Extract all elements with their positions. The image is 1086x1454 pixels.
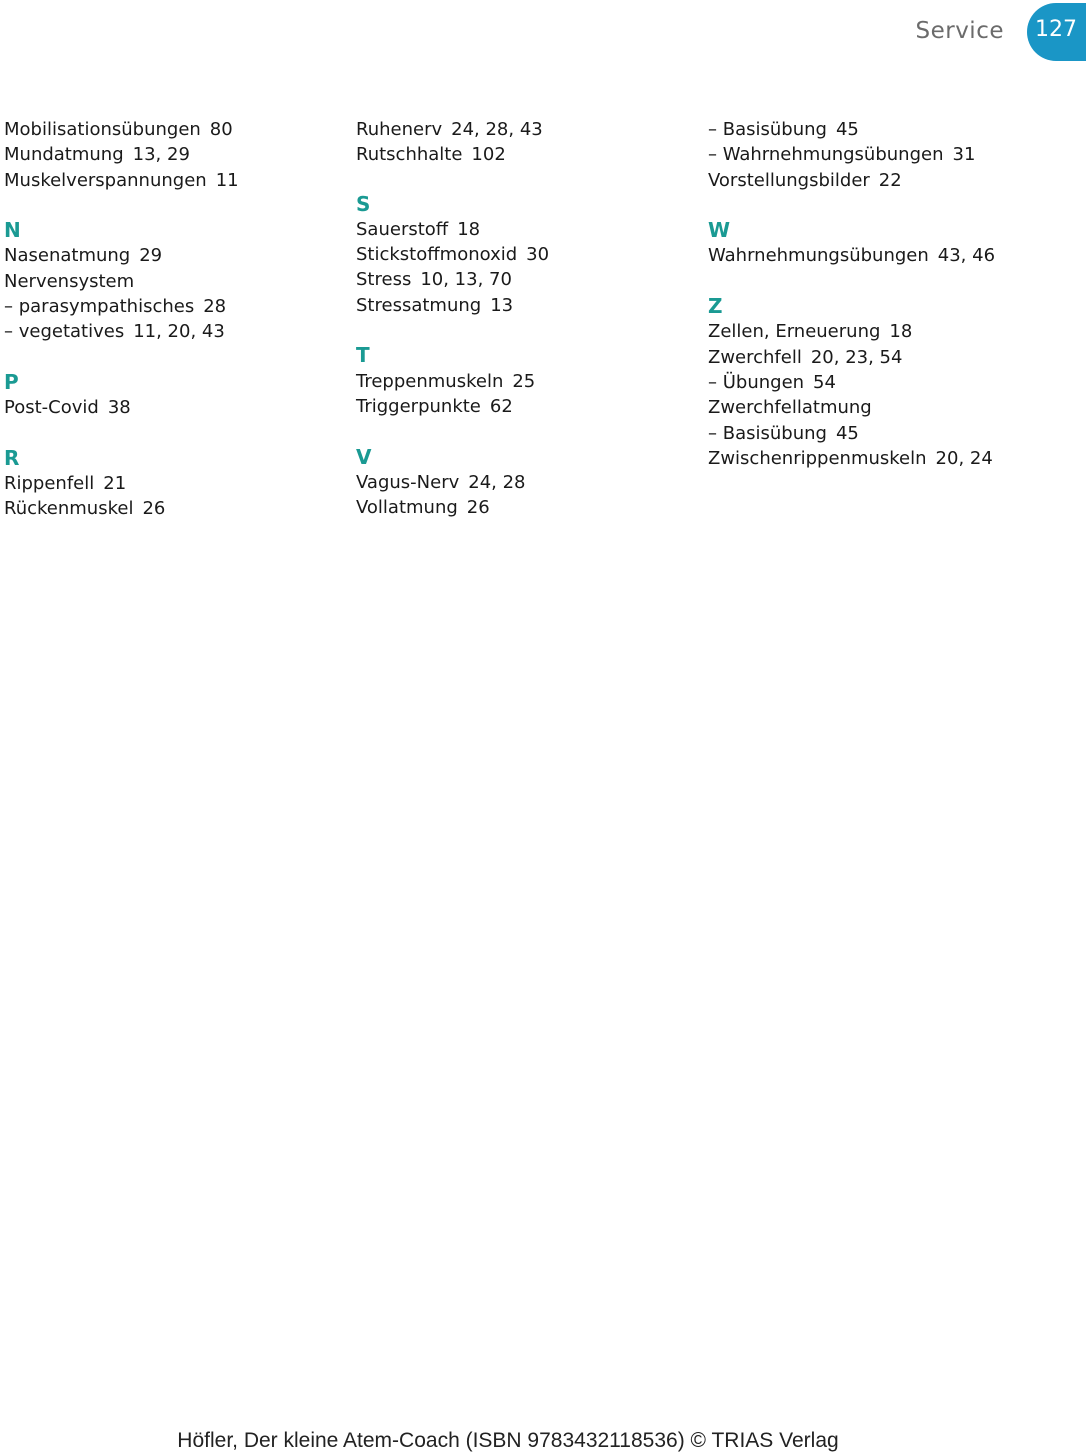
index-letter-heading: Z — [708, 294, 723, 319]
index-pages: 28 — [203, 296, 227, 318]
index-letter-heading: W — [708, 218, 731, 243]
index-term: – vegetatives — [4, 321, 125, 343]
index-pages: 20, 24 — [935, 447, 993, 469]
index-term: Sauerstoff — [356, 218, 449, 240]
index-entry — [4, 294, 344, 319]
index-entry — [4, 319, 344, 344]
index-entry — [708, 395, 1048, 420]
index-pages: 24, 28, 43 — [451, 119, 543, 140]
index-entry — [4, 496, 344, 521]
index-entry — [708, 319, 1048, 344]
index-pages: 62 — [489, 395, 513, 417]
index-pages: 102 — [471, 144, 506, 166]
index-entry — [708, 168, 1048, 193]
index-pages: 30 — [526, 244, 550, 266]
index-pages: 43, 46 — [937, 245, 996, 267]
index-term: Zwischenrippenmuskeln — [708, 447, 927, 469]
index-term: – Übungen — [708, 371, 805, 393]
index-pages: 11, 20, 43 — [133, 321, 225, 343]
index-pages: 26 — [142, 498, 166, 520]
index-entry — [356, 394, 696, 419]
page-number-badge — [1027, 3, 1086, 61]
index-letter-heading: S — [356, 191, 371, 216]
index-term: Stickstoffmonoxid — [356, 244, 518, 266]
index-pages: 26 — [466, 497, 490, 519]
index-pages: 29 — [139, 245, 163, 267]
index-entry — [4, 117, 344, 142]
index-term: Treppenmuskeln — [356, 370, 504, 392]
index-entry — [708, 243, 1048, 268]
index-entry — [708, 446, 1048, 471]
index-term: Wahrnehmungsübungen — [708, 245, 929, 267]
index-entry — [4, 142, 344, 167]
index-letter-heading: N — [4, 218, 21, 243]
index-letter-heading: T — [356, 343, 370, 368]
index-pages: 20, 23, 54 — [810, 346, 903, 368]
index-entry — [4, 395, 344, 420]
index-letter-heading: P — [4, 369, 19, 394]
index-term: Stress — [356, 269, 412, 291]
index-term: Vollatmung — [356, 497, 458, 519]
index-term: Muskelverspannungen — [4, 169, 207, 191]
index-pages: 25 — [512, 370, 536, 392]
index-entry — [356, 142, 696, 167]
index-term: Nervensystem — [4, 270, 135, 292]
index-pages: 38 — [107, 397, 131, 419]
index-entry — [356, 495, 696, 520]
index-pages: 31 — [952, 144, 976, 166]
index-term: Stressatmung — [356, 294, 482, 316]
index-entry — [4, 243, 344, 268]
index-term: Triggerpunkte — [356, 395, 481, 417]
index-pages: 13, 29 — [132, 144, 190, 166]
index-entry — [4, 471, 344, 496]
index-entry — [356, 267, 696, 292]
index-term: Ruhenerv — [356, 119, 443, 140]
index-entry — [356, 217, 696, 242]
index-pages: 80 — [209, 119, 233, 140]
index-column-2 — [356, 117, 696, 520]
index-pages: 21 — [103, 473, 127, 495]
index-term: Rutschhalte — [356, 144, 463, 166]
index-pages: 18 — [457, 218, 481, 240]
index-term: Vagus-Nerv — [356, 471, 460, 493]
index-term: Zellen, Erneuerung — [708, 321, 881, 343]
index-entry — [708, 142, 1048, 167]
index-term: Nasenatmung — [4, 245, 131, 267]
index-term: Rückenmuskel — [4, 498, 134, 520]
index-pages: 11 — [215, 169, 239, 191]
index-entry — [4, 168, 344, 193]
index-letter-heading: V — [356, 444, 372, 469]
index-letter-heading: R — [4, 445, 20, 470]
index-column-3 — [708, 117, 1048, 471]
index-term: Zwerchfellatmung — [708, 397, 872, 419]
index-entry — [356, 293, 696, 318]
index-term: Rippenfell — [4, 473, 95, 495]
index-pages: 10, 13, 70 — [420, 269, 512, 291]
page-number: 127 — [1035, 17, 1077, 42]
index-term: Vorstellungsbilder — [708, 169, 870, 191]
index-entry — [356, 470, 696, 495]
index-term: Mundatmung — [4, 144, 124, 166]
index-pages: 22 — [878, 169, 902, 191]
section-title: Service — [915, 18, 1004, 44]
index-column-1 — [4, 117, 344, 522]
index-term: Mobilisationsübungen — [4, 119, 201, 140]
index-term: – Basisübung — [708, 119, 827, 140]
index-entry — [356, 242, 696, 267]
index-term: Zwerchfell — [708, 346, 802, 368]
index-pages: 18 — [889, 321, 913, 343]
index-entry — [708, 421, 1048, 446]
index-entry — [356, 117, 696, 142]
index-term: – Basisübung — [708, 422, 827, 444]
index-pages: 54 — [813, 371, 836, 393]
index-entry — [708, 370, 1048, 395]
index-entry — [708, 345, 1048, 370]
index-pages: 13 — [490, 294, 514, 316]
index-pages: 45 — [835, 422, 859, 444]
index-term: Post-Covid — [4, 397, 99, 419]
footer-copyright: Höfler, Der kleine Atem-Coach (ISBN 9783432118536) © TRIAS Verlag — [177, 1429, 839, 1452]
index-pages: 45 — [835, 119, 859, 140]
index-entry — [708, 117, 1048, 142]
index-pages: 24, 28 — [468, 471, 526, 493]
index-term: – Wahrnehmungsübungen — [708, 144, 944, 166]
index-entry — [4, 269, 344, 294]
index-entry — [356, 369, 696, 394]
index-term: – parasympathisches — [4, 296, 195, 318]
